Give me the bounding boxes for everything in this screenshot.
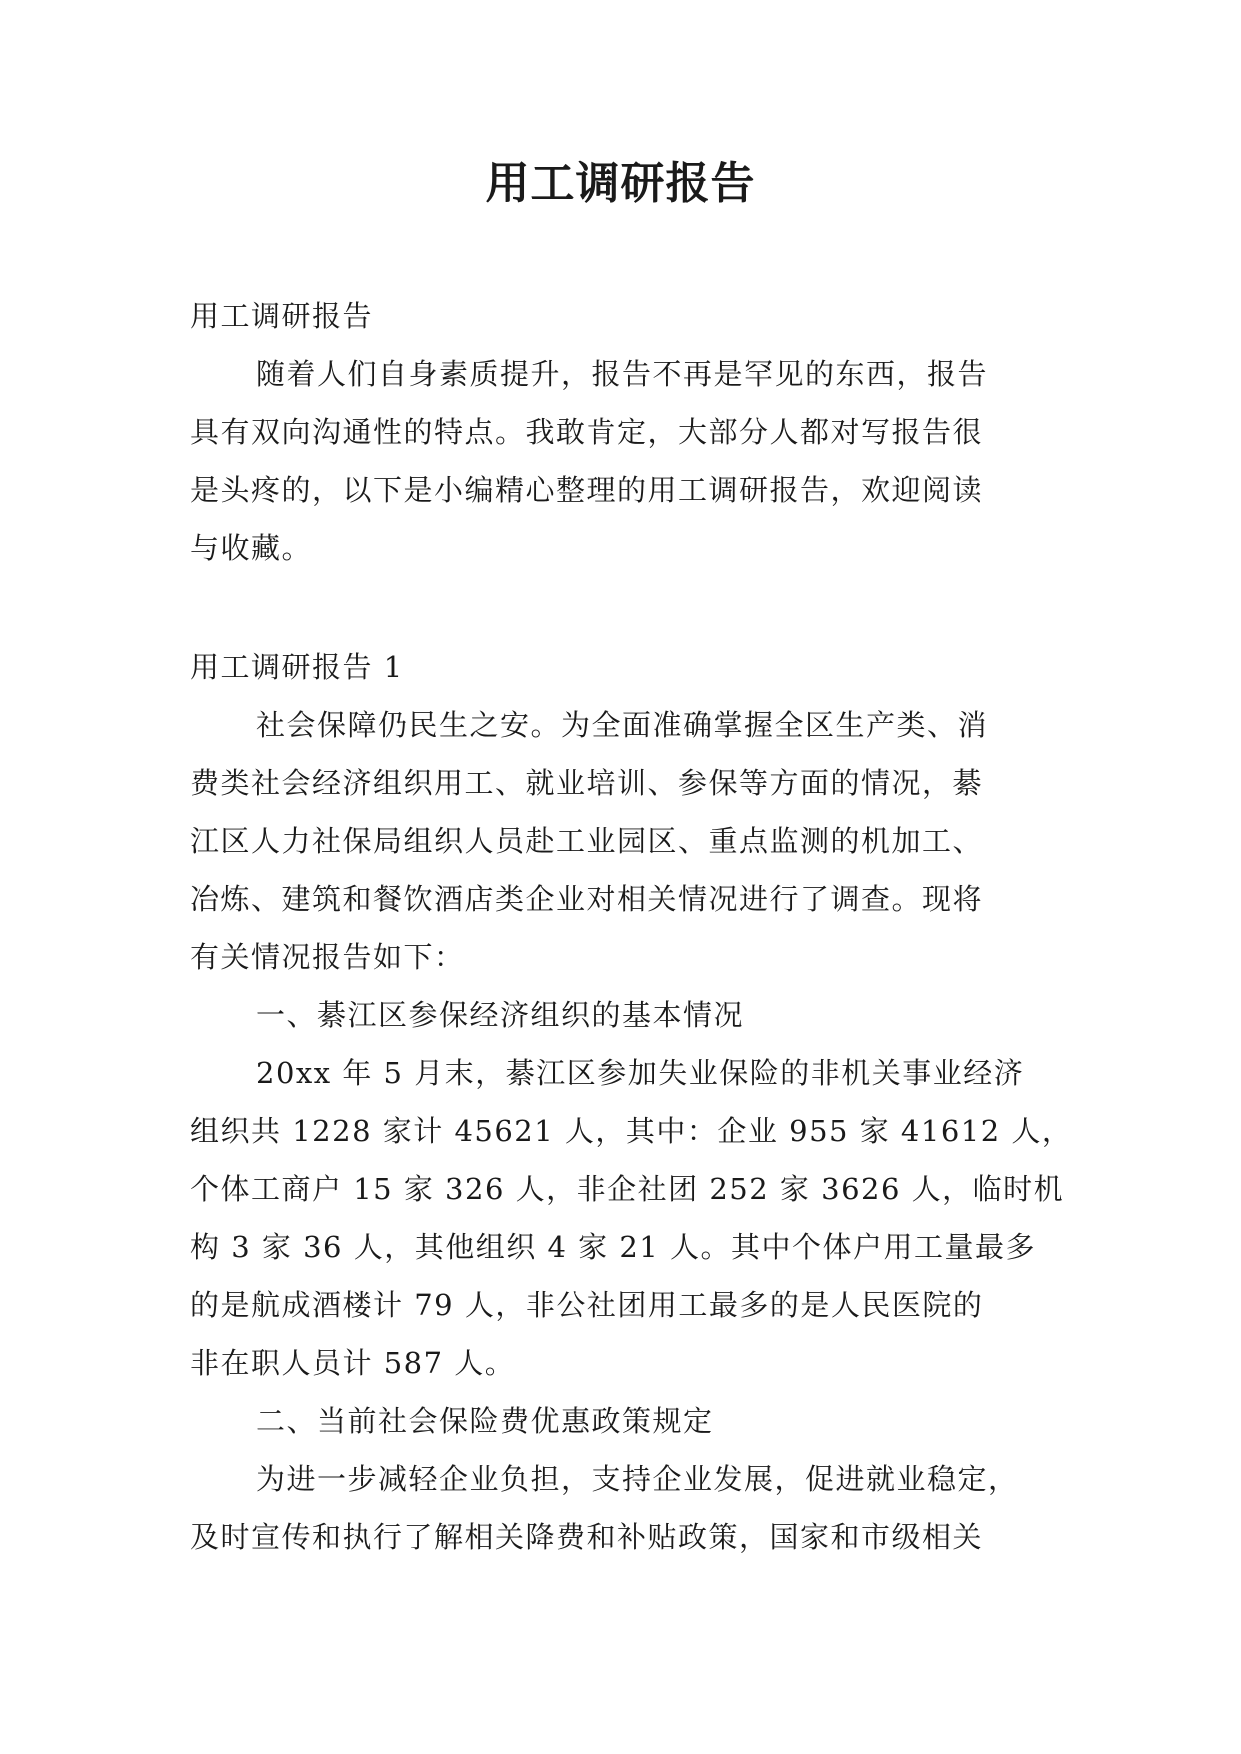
section-paragraph-line: 有关情况报告如下： bbox=[190, 940, 465, 974]
section-paragraph-line: 个体工商户 15 家 326 人，非企社团 252 家 3626 人，临时机 bbox=[190, 1172, 1065, 1206]
section-paragraph-line: 冶炼、建筑和餐饮酒店类企业对相关情况进行了调查。现将 bbox=[190, 882, 984, 916]
section-paragraph-line: 构 3 家 36 人，其他组织 4 家 21 人。其中个体户用工量最多 bbox=[190, 1230, 1036, 1264]
section-paragraph-line: 为进一步减轻企业负担，支持企业发展，促进就业稳定， bbox=[256, 1462, 1019, 1496]
section-paragraph-line: 及时宣传和执行了解相关降费和补贴政策，国家和市级相关 bbox=[190, 1520, 984, 1554]
section-heading: 用工调研报告 1 bbox=[190, 650, 404, 684]
section-paragraph-line: 20xx 年 5 月末，綦江区参加失业保险的非机关事业经济 bbox=[256, 1056, 1025, 1090]
report-section-1 bbox=[190, 638, 1073, 1566]
document-title: 用工调研报告 bbox=[485, 158, 756, 209]
intro-block bbox=[190, 287, 1050, 577]
intro-paragraph-line: 是头疼的，以下是小编精心整理的用工调研报告，欢迎阅读 bbox=[190, 473, 984, 507]
intro-heading: 用工调研报告 bbox=[190, 299, 374, 333]
subheading-policy: 二、当前社会保险费优惠政策规定 bbox=[256, 1404, 714, 1438]
section-paragraph-line: 社会保障仍民生之安。为全面准确掌握全区生产类、消 bbox=[256, 708, 989, 742]
section-paragraph-line: 江区人力社保局组织人员赴工业园区、重点监测的机加工、 bbox=[190, 824, 984, 858]
intro-paragraph-line: 具有双向沟通性的特点。我敢肯定，大部分人都对写报告很 bbox=[190, 415, 984, 449]
section-paragraph-line: 非在职人员计 587 人。 bbox=[190, 1346, 516, 1380]
subheading-basic-situation: 一、綦江区参保经济组织的基本情况 bbox=[256, 998, 745, 1032]
intro-paragraph-line: 随着人们自身素质提升，报告不再是罕见的东西，报告 bbox=[256, 357, 989, 391]
section-paragraph-line: 费类社会经济组织用工、就业培训、参保等方面的情况，綦 bbox=[190, 766, 984, 800]
section-paragraph-line: 的是航成酒楼计 79 人，非公社团用工最多的是人民医院的 bbox=[190, 1288, 984, 1322]
section-paragraph-line: 组织共 1228 家计 45621 人，其中：企业 955 家 41612 人， bbox=[190, 1114, 1073, 1148]
intro-paragraph-line: 与收藏。 bbox=[190, 531, 313, 565]
